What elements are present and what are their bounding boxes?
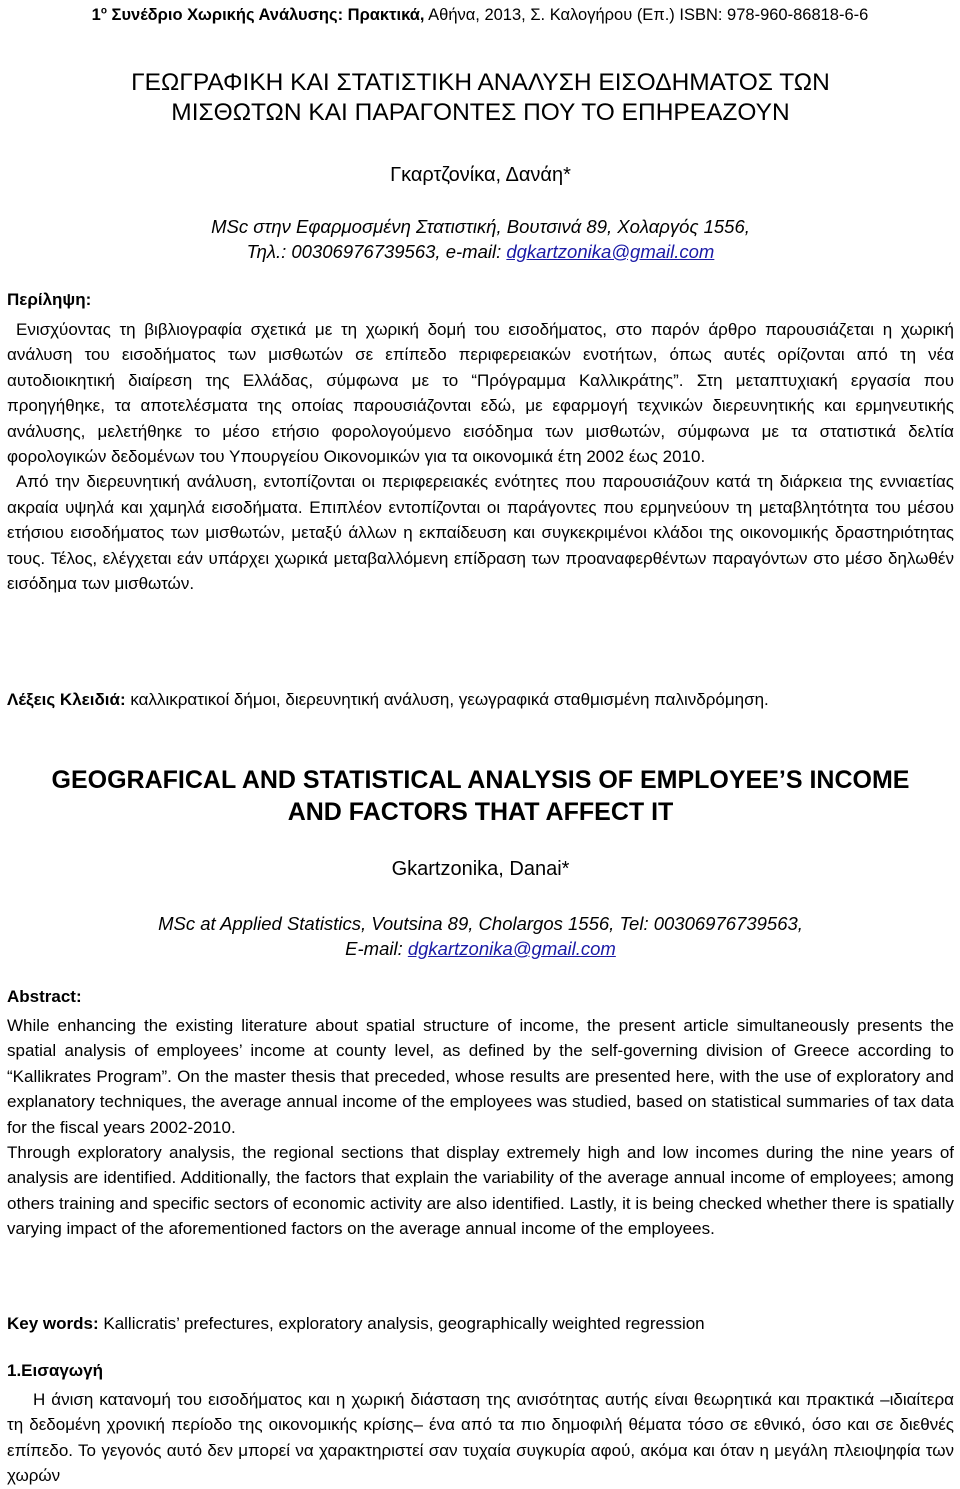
english-title-line-2: AND FACTORS THAT AFFECT IT — [287, 798, 674, 826]
english-affiliation — [7, 911, 954, 961]
greek-contact-text: Τηλ.: 00306976739563, e-mail: — [246, 241, 507, 262]
greek-abstract — [7, 317, 954, 596]
greek-title — [7, 68, 954, 128]
english-keywords — [7, 1311, 954, 1336]
running-header — [0, 6, 960, 25]
conference-name: Συνέδριο Χωρικής Ανάλυσης: Πρακτικά, — [106, 6, 425, 24]
english-authors: Gkartzonika, Danai* — [391, 858, 570, 880]
english-abstract-paragraph-2: Through exploratory analysis, the regional sections that display extremely high and low incomes during the nine years of analysis are identified. Additionally, the factors that explain the variability of the average annual income of employees; among others training and specific sectors of economic activity are also identified. Lastly, it is being checked whether there is spatially varying impact of the aforementioned factors on the average annual income of the employees. — [7, 1143, 954, 1239]
greek-email-link[interactable]: dgkartzonika@gmail.com — [506, 241, 715, 262]
english-affiliation-line-1: MSc at Applied Statistics, Voutsina 89, Cholargos 1556, Tel: 00306976739563, — [158, 913, 803, 934]
english-title-line-1: GEOGRAFICAL AND STATISTICAL ANALYSIS OF EMPLOYEE’S INCOME — [51, 766, 910, 794]
introduction-heading: 1.Εισαγωγή — [7, 1361, 103, 1380]
ordinal-superscript: ο — [100, 5, 107, 17]
greek-title-line-2: ΜΙΣΘΩΤΩΝ ΚΑΙ ΠΑΡΑΓΟΝΤΕΣ ΠΟΥ ΤΟ ΕΠΗΡΕΑΖΟΥΝ — [171, 99, 790, 126]
english-email-link[interactable]: dgkartzonika@gmail.com — [407, 938, 616, 959]
greek-authors: Γκαρτζονίκα, Δανάη* — [390, 164, 571, 186]
introduction-body — [7, 1387, 954, 1489]
greek-keywords — [7, 687, 954, 712]
conference-ordinal: 1 — [91, 6, 101, 24]
greek-affiliation — [7, 214, 954, 264]
english-abstract-heading: Abstract: — [7, 987, 82, 1006]
greek-affiliation-line-1: MSc στην Εφαρμοσμένη Στατιστική, Βουτσινά 89, Χολαργός 1556, — [211, 216, 750, 237]
english-affiliation-line-2 — [7, 936, 954, 961]
english-abstract — [7, 1013, 954, 1242]
english-abstract-paragraph-1: While enhancing the existing literature about spatial structure of income, the present article simultaneously presents the spatial analysis of employees’ income at county level, as defined by the self-governing division of Greece according to “Kallikrates Program”. On the master thesis that preceded, whose results are presented here, with the use of exploratory and explanatory techniques, the average annual income of the employees was studied, based on statistical summaries of tax data for the fiscal years 2002-2010. — [7, 1016, 954, 1137]
greek-abstract-paragraph-2: Από την διερευνητική ανάλυση, εντοπίζονται οι περιφερειακές ενότητες που παρουσιάζουν κατά τη διάρκεια της εννιαετίας ακραία υψηλά και χαμηλά εισοδήματα. Επιπλέον εντοπίζονται οι παράγοντες που ερμηνεύουν τη μεταβλητότητα του μέσου ετήσιου εισοδήματος των μισθωτών, μεταξύ άλλων η εκπαίδευση και συγκεκριμένοι κλάδοι της οικονομικής δραστηριότητας τους. Τέλος, ελέγχεται εάν υπάρχει χωρικά μεταβαλλόμενη επίδραση των προαναφερθέντων παραγόντων στο μέσο δηλωθέν εισόδημα των μισθωτών. — [7, 472, 954, 594]
english-keywords-text: Kallicratis’ prefectures, exploratory analysis, geographically weighted regression — [98, 1314, 705, 1333]
greek-keywords-label: Λέξεις Κλειδιά: — [7, 690, 126, 709]
greek-title-line-1: ΓΕΩΓΡΑΦΙΚΗ ΚΑΙ ΣΤΑΤΙΣΤΙΚΗ ΑΝΑΛΥΣΗ ΕΙΣΟΔΗΜΑΤΟΣ ΤΩΝ — [131, 69, 830, 96]
greek-abstract-heading: Περίληψη: — [7, 290, 92, 309]
publication-details: Αθήνα, 2013, Σ. Καλογήρου (Επ.) ISBN: 978-960-86818-6-6 — [424, 6, 869, 24]
greek-abstract-paragraph-1: Ενισχύοντας τη βιβλιογραφία σχετικά με τη χωρική δομή του εισοδήματος, στο παρόν άρθρο παρουσιάζεται η χωρική ανάλυση του εισοδήματος των μισθωτών σε επίπεδο περιφερειακών ενοτήτων, όπως αυτές ορίζονται από τη νέα αυτοδιοικητική διαίρεση της Ελλάδας, σύμφωνα με το “Πρόγραμμα Καλλικράτης”. Στη μεταπτυχιακή εργασία που προηγήθηκε, τα αποτελέσματα της οποίας παρουσιάζονται εδώ, με εφαρμογή τεχνικών διερευνητικής και ερμηνευτικής ανάλυσης, μελετήθηκε το μέσο ετήσιο φορολογούμενο εισόδημα των μισθωτών, σύμφωνα με τα στατιστικά δελτία φορολογικών δεδομένων του Υπουργείου Οικονομικών για τα οικονομικά έτη 2002 έως 2010. — [7, 320, 954, 467]
greek-keywords-text: καλλικρατικοί δήμοι, διερευνητική ανάλυση, γεωγραφικά σταθμισμένη παλινδρόμηση. — [125, 690, 769, 709]
english-keywords-label: Key words: — [7, 1314, 99, 1333]
introduction-paragraph-1: Η άνιση κατανομή του εισοδήματος και η χωρική διάσταση της ανισότητας αυτής είναι θεωρητικά και πρακτικά –ιδιαίτερα τη δεδομένη χρονική περίοδο της οικονομικής κρίσης– ένα από τα πιο δημοφιλή θέματα τόσο σε εθνικό, όσο και σε διεθνές επίπεδο. Το γεγονός αυτό δεν μπορεί να χαρακτηριστεί σαν τυχαία συγκυρία αφού, ακόμα και όταν η μεγάλη πλειοψηφία των χωρών — [7, 1390, 954, 1486]
english-contact-text: E-mail: — [345, 938, 408, 959]
greek-affiliation-line-2 — [7, 239, 954, 264]
english-title — [7, 764, 954, 828]
